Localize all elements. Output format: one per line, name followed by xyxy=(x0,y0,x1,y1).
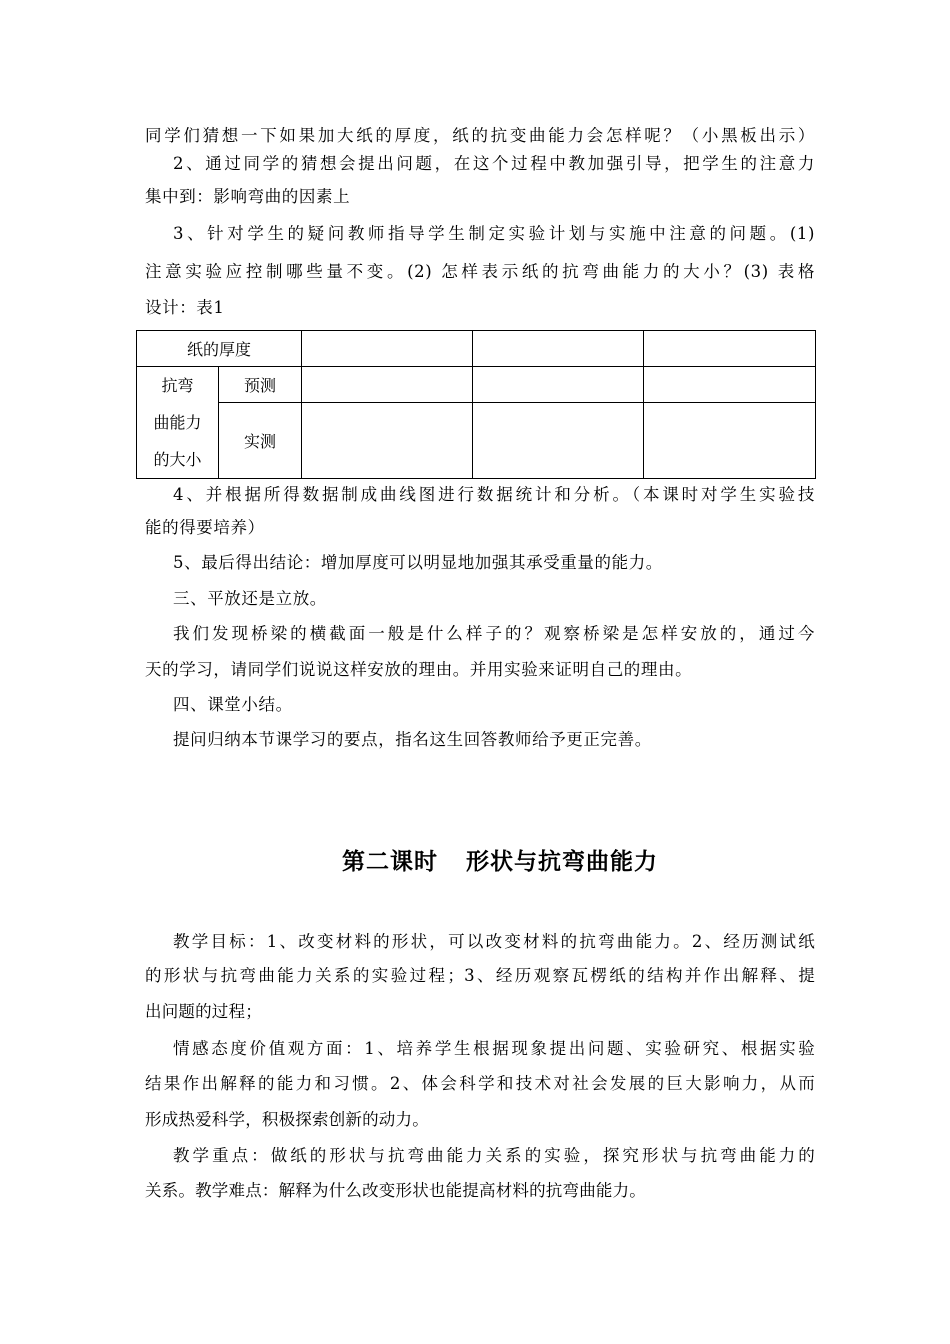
paragraph-intro: 同学们猜想一下如果加大纸的厚度，纸的抗变曲能力会怎样呢？（小黑板出示） xyxy=(145,126,815,145)
paragraph-6-line-1: 我们发现桥梁的横截面一般是什么样子的？观察桥梁是怎样安放的，通过今 xyxy=(173,624,815,643)
ability-label-line: 的大小 xyxy=(153,450,202,469)
lesson-2-title-part-2: 形状与抗弯曲能力 xyxy=(466,849,658,875)
actual-label-cell: 实测 xyxy=(219,403,302,479)
table-cell xyxy=(644,403,816,479)
lesson-2-title xyxy=(0,843,950,876)
table-cell xyxy=(644,331,816,367)
table-row xyxy=(137,331,816,367)
ability-label-cell xyxy=(137,367,219,479)
paragraph-4-line-2: 能的得要培养） xyxy=(145,518,265,537)
paragraph-2-line-2: 集中到：影响弯曲的因素上 xyxy=(145,187,351,206)
teaching-goal-line-3: 出问题的过程； xyxy=(145,1002,262,1021)
table-cell xyxy=(302,331,473,367)
teaching-goal-line-1: 教学目标：1、改变材料的形状，可以改变材料的抗弯曲能力。2、经历测试纸 xyxy=(173,932,815,951)
teaching-key-line-1: 教学重点：做纸的形状与抗弯曲能力关系的实验，探究形状与抗弯曲能力的 xyxy=(173,1146,815,1165)
paragraph-7: 提问归纳本节课学习的要点，指名这生回答教师给予更正完善。 xyxy=(173,730,652,749)
teaching-key-line-2: 关系。教学难点：解释为什么改变形状也能提高材料的抗弯曲能力。 xyxy=(145,1181,646,1200)
lesson-2-title-part-1: 第二课时 xyxy=(342,849,438,875)
table-cell xyxy=(473,331,644,367)
table-cell xyxy=(473,367,644,403)
table-1 xyxy=(136,330,816,479)
teaching-goal-line-2: 的形状与抗弯曲能力关系的实验过程；3、经历观察瓦楞纸的结构并作出解释、提 xyxy=(145,966,815,985)
ability-label-line: 抗弯 xyxy=(161,376,194,395)
section-heading-3: 三、平放还是立放。 xyxy=(173,589,327,608)
table-cell xyxy=(473,403,644,479)
thickness-label-cell: 纸的厚度 xyxy=(137,331,302,367)
emotion-goal-line-1: 情感态度价值观方面：1、培养学生根据现象提出问题、实验研究、根据实验 xyxy=(173,1039,815,1058)
paragraph-4-line-1: 4、并根据所得数据制成曲线图进行数据统计和分析。（本课时对学生实验技 xyxy=(173,485,815,504)
section-heading-4: 四、课堂小结。 xyxy=(173,695,293,714)
table-row xyxy=(137,367,816,403)
table-cell xyxy=(302,403,473,479)
table-cell xyxy=(644,367,816,403)
emotion-goal-line-3: 形成热爱科学，积极探索创新的动力。 xyxy=(145,1110,429,1129)
paragraph-3-line-1: 3、针对学生的疑问教师指导学生制定实验计划与实施中注意的问题。(1) xyxy=(173,224,815,243)
paragraph-3-line-2: 注意实验应控制哪些量不变。(2) 怎样表示纸的抗弯曲能力的大小？(3) 表格 xyxy=(145,262,815,281)
emotion-goal-line-2: 结果作出解释的能力和习惯。2、体会科学和技术对社会发展的巨大影响力，从而 xyxy=(145,1074,815,1093)
paragraph-3-line-3: 设计：表1 xyxy=(145,298,225,317)
paragraph-5: 5、最后得出结论：增加厚度可以明显地加强其承受重量的能力。 xyxy=(173,553,663,572)
paragraph-6-line-2: 天的学习，请同学们说说这样安放的理由。并用实验来证明自己的理由。 xyxy=(145,660,693,679)
table-row xyxy=(137,403,816,479)
ability-label-line: 曲能力 xyxy=(153,413,202,432)
table-cell xyxy=(302,367,473,403)
predict-label-cell: 预测 xyxy=(219,367,302,403)
paragraph-2-line-1: 2、通过同学的猜想会提出问题，在这个过程中教加强引导，把学生的注意力 xyxy=(173,154,815,173)
